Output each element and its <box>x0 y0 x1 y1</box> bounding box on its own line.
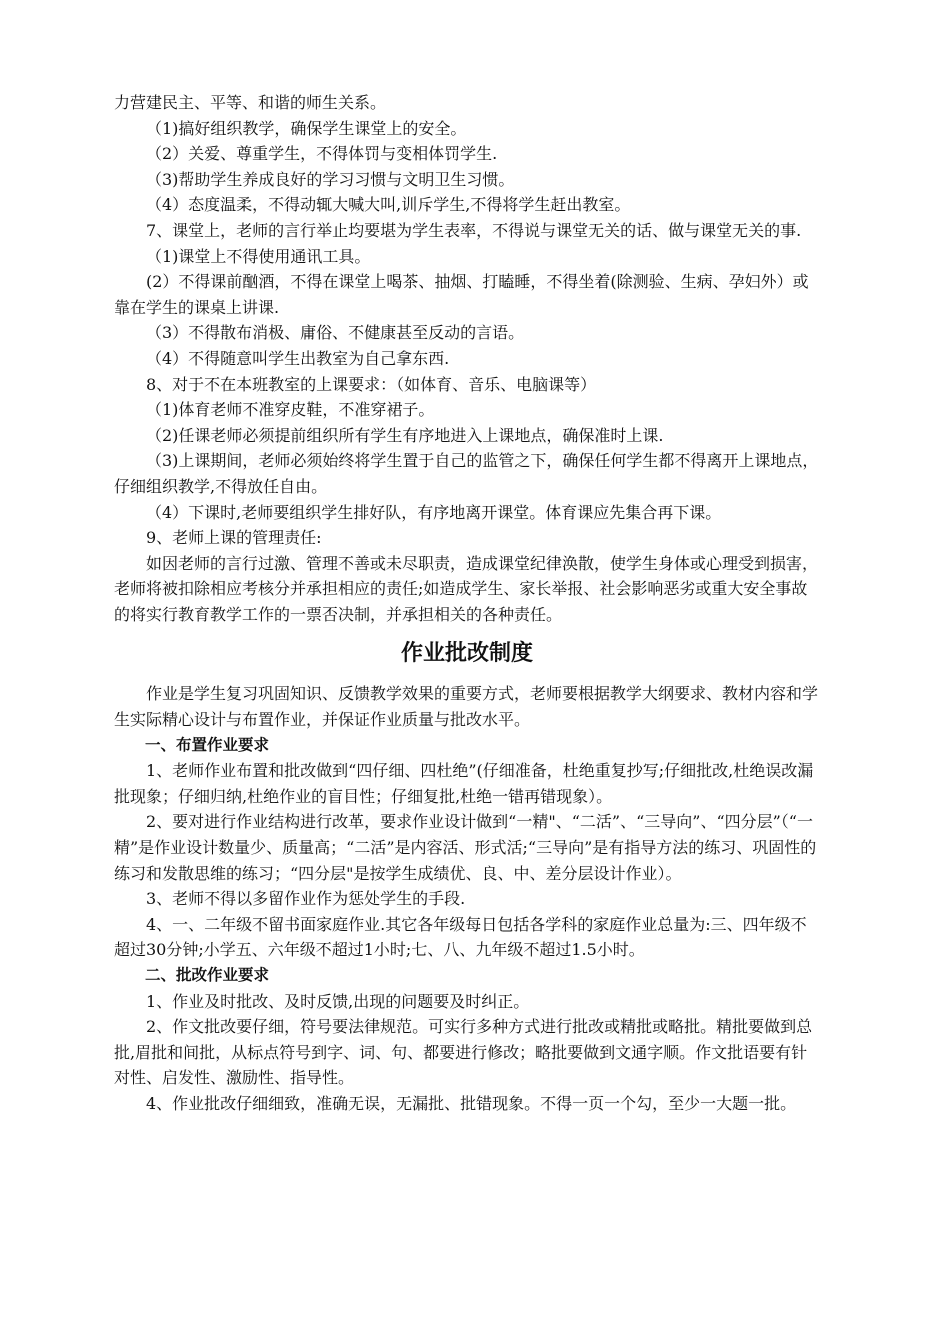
section-homework-rules <box>114 681 820 1116</box>
paragraph: （3）不得散布消极、庸俗、不健康甚至反动的言语。 <box>146 323 525 343</box>
paragraph: 4、作业批改仔细细致，准确无误，无漏批、批错现象。不得一页一个勾，至少一大题一批。 <box>146 1093 797 1113</box>
paragraph: 如因老师的言行过激、管理不善或未尽职责，造成课堂纪律涣散，使学生身体或心理受到损害，老师将被扣除相应考核分并承担相应的责任;如造成学生、家长举报、社会影响恶劣或重大安全事故的将实行教育教学工作的一票否决制，并承担相关的各种责任。 <box>114 553 819 624</box>
subheading: 二、批改作业要求 <box>145 966 270 984</box>
paragraph: （1)搞好组织教学，确保学生课堂上的安全。 <box>146 118 467 138</box>
paragraph: （2)任课老师必须提前组织所有学生有序地进入上课地点，确保准时上课. <box>146 425 664 445</box>
paragraph: （4）态度温柔，不得动辄大喊大叫,训斥学生,不得将学生赶出教室。 <box>146 195 631 215</box>
paragraph: （1)课堂上不得使用通讯工具。 <box>146 246 371 266</box>
section-classroom-rules <box>114 90 820 627</box>
paragraph: （1)体育老师不准穿皮鞋，不准穿裙子。 <box>146 400 435 420</box>
paragraph: 3、老师不得以多留作业作为惩处学生的手段. <box>146 889 466 909</box>
paragraph: 2、作文批改要仔细，符号要法律规范。可实行多种方式进行批改或精批或略批。精批要做到总批,眉批和间批，从标点符号到字、词、句、都要进行修改；略批要做到文通字顺。作文批语要有针对性、启发性、激励性、指导性。 <box>114 1017 813 1088</box>
section-title: 作业批改制度 <box>400 641 533 667</box>
paragraph: 7、课堂上，老师的言行举止均要堪为学生表率，不得说与课堂无关的话、做与课堂无关的事. <box>146 220 802 240</box>
paragraph: （3)帮助学生养成良好的学习习惯与文明卫生习惯。 <box>146 169 515 189</box>
paragraph: 1、老师作业布置和批改做到“四仔细、四杜绝”(仔细准备，杜绝重复抄写;仔细批改,杜绝误改漏批现象；仔细归纳,杜绝作业的盲目性；仔细复批,杜绝一错再错现象）。 <box>114 761 814 806</box>
paragraph: (2）不得课前酗酒，不得在课堂上喝茶、抽烟、打瞌睡，不得坐着(除测验、生病、孕妇外）或靠在学生的课桌上讲课. <box>114 272 809 317</box>
paragraph: 作业是学生复习巩固知识、反馈教学效果的重要方式，老师要根据教学大纲要求、教材内容和学生实际精心设计与布置作业，并保证作业质量与批改水平。 <box>114 684 819 730</box>
paragraph: （3)上课期间，老师必须始终将学生置于自己的监管之下，确保任何学生都不得离开上课地点，仔细组织教学,不得放任自由。 <box>114 451 819 496</box>
paragraph: （4）下课时,老师要组织学生排好队，有序地离开课堂。体育课应先集合再下课。 <box>146 502 722 522</box>
paragraph: （4）不得随意叫学生出教室为自己拿东西. <box>146 348 450 368</box>
paragraph: 2、要对进行作业结构进行改革，要求作业设计做到“一精"、“二活”、“三导向”、“四分层”（“一精”是作业设计数量少、质量高；“二活”是内容活、形式活;“三导向”是有指导方法的练习、巩固性的练习和发散思维的练习；“四分层"是按学生成绩优、良、中、差分层设计作业）。 <box>114 812 817 883</box>
paragraph: 1、作业及时批改、及时反馈,出现的问题要及时纠正。 <box>146 991 530 1011</box>
paragraph: 力营建民主、平等、和谐的师生关系。 <box>114 93 387 112</box>
paragraph: 9、老师上课的管理责任: <box>146 528 322 548</box>
paragraph: 4、一、二年级不留书面家庭作业.其它各年级每日包括各学科的家庭作业总量为:三、四年级不超过30分钟;小学五、六年级不超过1小时;七、八、九年级不超过1.5小时。 <box>114 914 807 960</box>
subheading: 一、布置作业要求 <box>145 735 270 754</box>
paragraph: （2）关爱、尊重学生，不得体罚与变相体罚学生. <box>146 144 498 164</box>
paragraph: 8、对于不在本班教室的上课要求：（如体育、音乐、电脑课等） <box>146 374 597 394</box>
